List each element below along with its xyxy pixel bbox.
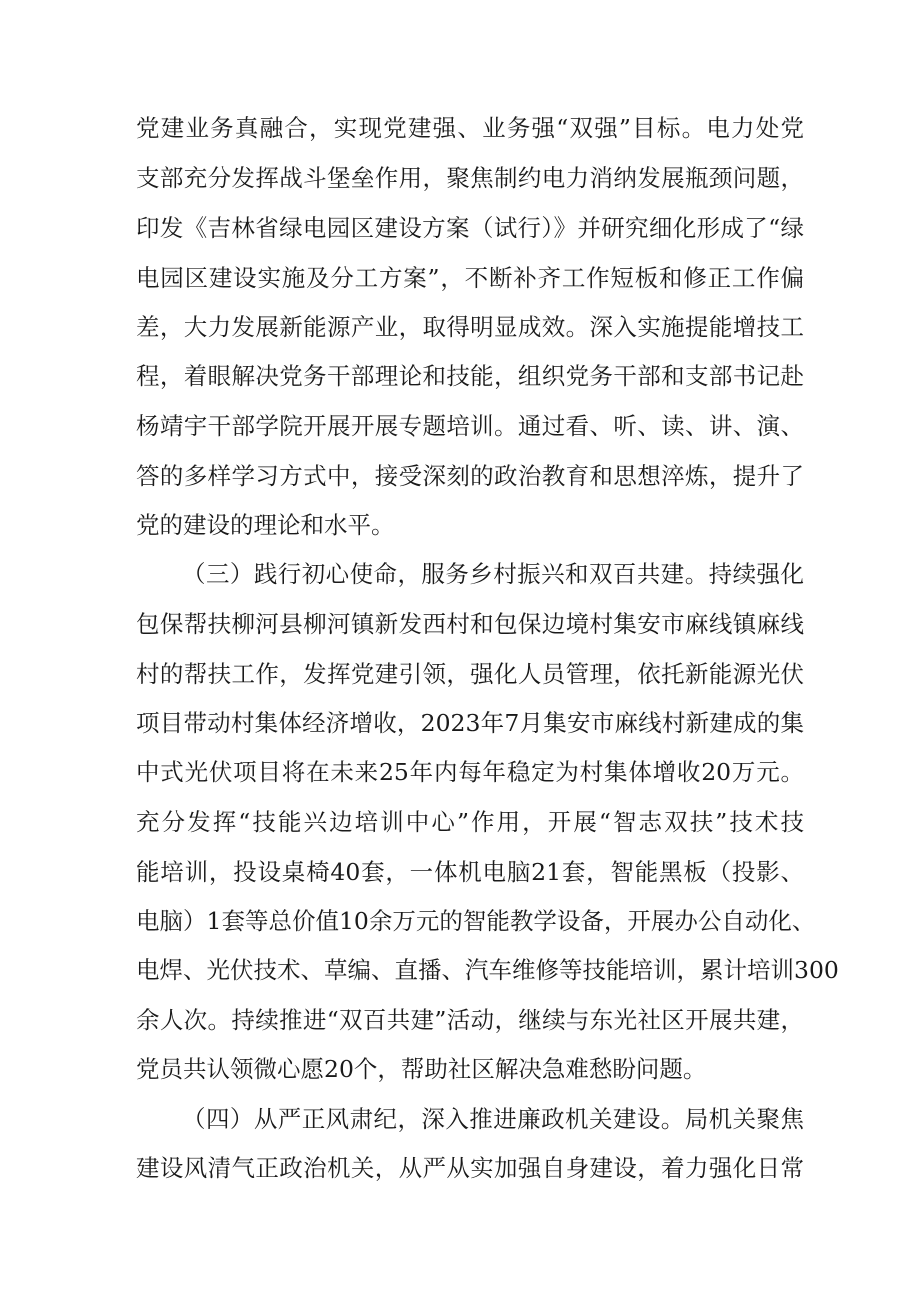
text-line: 印发《吉林省绿电园区建设方案（试行）》并研究细化形成了“绿 [136, 214, 804, 242]
section-heading-3: （三）践行初心使命，服务乡村振兴和双百共建。持续强化 [182, 560, 804, 588]
section-heading-4: （四）从严正风肃纪，深入推进廉政机关建设。局机关聚焦 [182, 1105, 804, 1133]
text-line: 电园区建设实施及分工方案”，不断补齐工作短板和修正工作偏 [136, 264, 804, 292]
text-line: 包保帮扶柳河县柳河镇新发西村和包保边境村集安市麻线镇麻线 [136, 610, 804, 638]
text-line: 电脑）1套等总价值10余万元的智能教学设备，开展办公自动化、 [136, 907, 816, 935]
text-line: 项目带动村集体经济增收，2023年7月集安市麻线村新建成的集 [136, 709, 804, 737]
text-line: 支部充分发挥战斗堡垒作用，聚焦制约电力消纳发展瓶颈问题， [136, 164, 804, 192]
text-line: 答的多样学习方式中，接受深刻的政治教育和思想淬炼，提升了 [136, 462, 804, 490]
text-line: 能培训，投设桌椅40套，一体机电脑21套，智能黑板（投影、 [136, 858, 804, 886]
text-line: 差，大力发展新能源产业，取得明显成效。深入实施提能增技工 [136, 313, 804, 341]
paragraph-end-line: 党员共认领微心愿20个，帮助社区解决急难愁盼问题。 [136, 1055, 707, 1083]
text-line: 党建业务真融合，实现党建强、业务强“双强”目标。电力处党 [136, 114, 804, 142]
paragraph-end-line: 党的建设的理论和水平。 [136, 511, 395, 539]
text-line: 充分发挥“技能兴边培训中心”作用，开展“智志双扶”技术技 [136, 808, 804, 836]
text-line: 村的帮扶工作，发挥党建引领，强化人员管理，依托新能源光伏 [136, 660, 804, 688]
text-line: 电焊、光伏技术、草编、直播、汽车维修等技能培训，累计培训300 [136, 956, 839, 984]
text-line: 程，着眼解决党务干部理论和技能，组织党务干部和支部书记赴 [136, 362, 804, 390]
text-line: 建设风清气正政治机关，从严从实加强自身建设，着力强化日常 [136, 1154, 804, 1182]
text-line: 杨靖宇干部学院开展开展专题培训。通过看、听、读、讲、演、 [136, 412, 804, 440]
text-line: 中式光伏项目将在未来25年内每年稳定为村集体增收20万元。 [136, 758, 804, 786]
text-line: 余人次。持续推进“双百共建”活动，继续与东光社区开展共建， [136, 1006, 804, 1034]
